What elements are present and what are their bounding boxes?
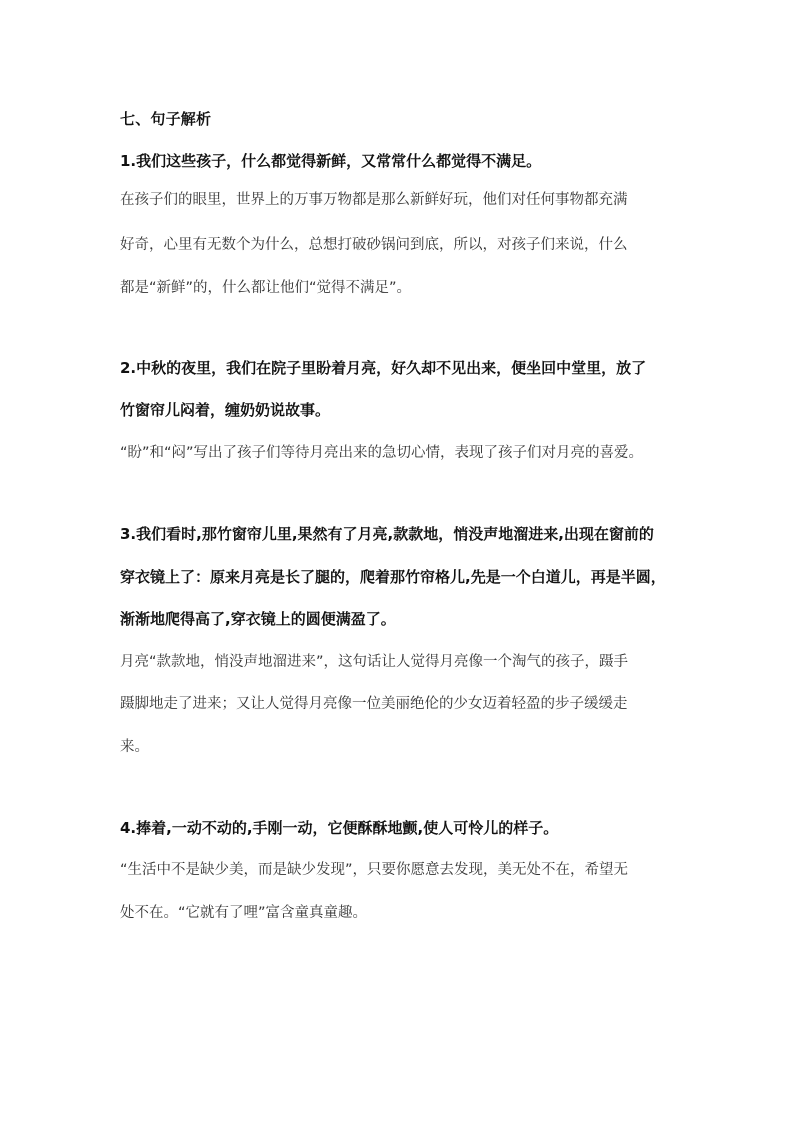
answer-2-line-1: “盼”和“闷”写出了孩子们等待月亮出来的急切心情，表现了孩子们对月亮的喜爱。 bbox=[120, 445, 644, 461]
question-2-line-2: 竹窗帘儿闷着，缠奶奶说故事。 bbox=[120, 401, 331, 419]
answer-3-line-2: 蹑脚地走了进来；又让人觉得月亮像一位美丽绝伦的少女迈着轻盈的步子缓缓走 bbox=[120, 696, 628, 712]
question-3-line-2: 穿衣镜上了：原来月亮是长了腿的，爬着那竹帘格儿,先是一个白道儿，再是半圆， bbox=[120, 568, 666, 586]
section-title: 七、句子解析 bbox=[120, 110, 212, 128]
question-2-line-1: 2.中秋的夜里，我们在院子里盼着月亮，好久却不见出来，便坐回中堂里，放了 bbox=[120, 359, 647, 377]
question-3-line-1: 3.我们看时,那竹窗帘儿里,果然有了月亮,款款地，悄没声地溜进来,出现在窗前的 bbox=[120, 525, 654, 543]
answer-4-line-2: 处不在。“它就有了哩”富含童真童趣。 bbox=[120, 905, 368, 921]
answer-3-line-1: 月亮“款款地，悄没声地溜进来”，这句话让人觉得月亮像一个淘气的孩子，蹑手 bbox=[120, 654, 629, 670]
answer-1-line-1: 在孩子们的眼里，世界上的万事万物都是那么新鲜好玩，他们对任何事物都充满 bbox=[120, 192, 628, 208]
question-1-line-1: 1.我们这些孩子，什么都觉得新鲜，又常常什么都觉得不满足。 bbox=[120, 152, 542, 170]
answer-1-line-2: 好奇，心里有无数个为什么，总想打破砂锅问到底，所以，对孩子们来说，什么 bbox=[120, 237, 628, 253]
answer-3-line-3: 来。 bbox=[120, 739, 149, 755]
question-3-line-3: 渐渐地爬得高了,穿衣镜上的圆便满盈了。 bbox=[120, 610, 396, 628]
question-4-line-1: 4.捧着,一动不动的,手刚一动，它便酥酥地颤,使人可怜儿的样子。 bbox=[120, 819, 559, 837]
answer-4-line-1: “生活中不是缺少美，而是缺少发现”，只要你愿意去发现，美无处不在，希望无 bbox=[120, 862, 629, 878]
answer-1-line-3: 都是“新鲜”的，什么都让他们“觉得不满足”。 bbox=[120, 280, 412, 296]
